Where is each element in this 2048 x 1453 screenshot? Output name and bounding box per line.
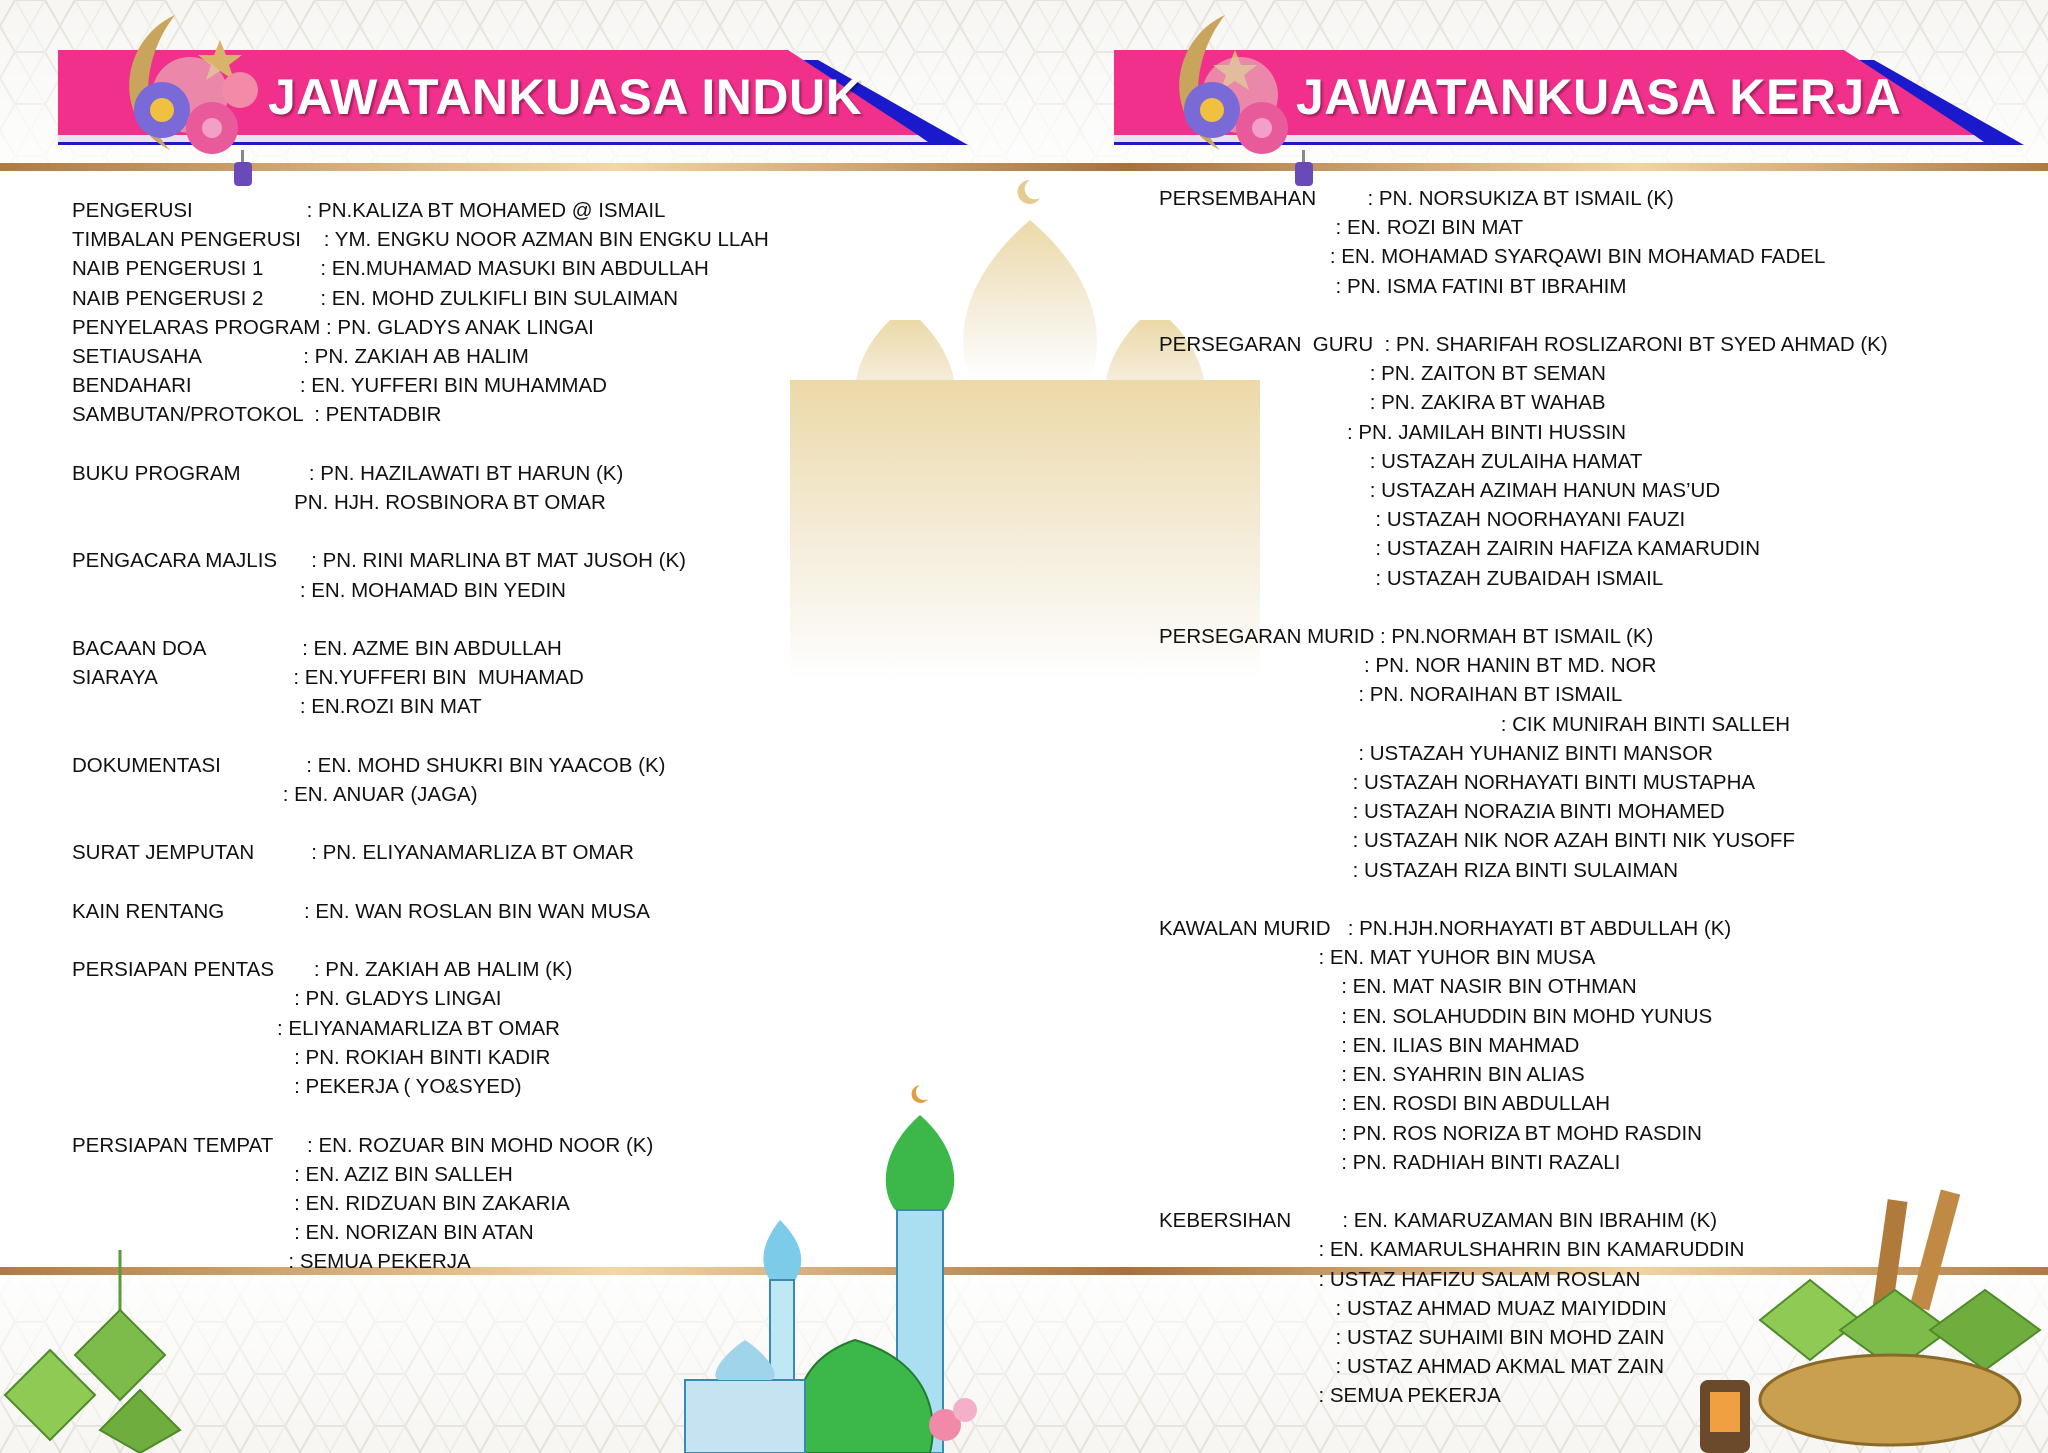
colorful-mosque-decoration — [665, 1080, 1005, 1453]
committee-line: : SEMUA PEKERJA — [72, 1250, 471, 1274]
committee-line: : EN. ROZI BIN MAT — [1159, 216, 1524, 240]
committee-line: : EN. SYAHRIN BIN ALIAS — [1159, 1063, 1585, 1087]
committee-line: : USTAZAH NORHAYATI BINTI MUSTAPHA — [1159, 771, 1756, 795]
committee-line: KAIN RENTANG : EN. WAN ROSLAN BIN WAN MUSA — [72, 899, 650, 923]
committee-line — [72, 868, 769, 897]
committee-line: : SEMUA PEKERJA — [1159, 1384, 1501, 1408]
committee-line: : PN. GLADYS LINGAI — [72, 987, 502, 1011]
committee-line: : USTAZ HAFIZU SALAM ROSLAN — [1159, 1267, 1641, 1291]
committee-line: : CIK MUNIRAH BINTI SALLEH — [1159, 712, 1791, 736]
committee-line: PERSIAPAN PENTAS : PN. ZAKIAH AB HALIM (K) — [72, 958, 573, 982]
committee-line — [72, 809, 769, 838]
committee-line: : PN. NOR HANIN BT MD. NOR — [1159, 654, 1657, 678]
committee-line — [1159, 593, 1888, 622]
committee-line — [72, 605, 769, 634]
committee-line: : USTAZAH ZULAIHA HAMAT — [1159, 449, 1643, 473]
committee-line: : USTAZ AHMAD AKMAL MAT ZAIN — [1159, 1355, 1664, 1379]
committee-line: BUKU PROGRAM : PN. HAZILAWATI BT HARUN (K) — [72, 461, 624, 485]
committee-line: PERSIAPAN TEMPAT : EN. ROZUAR BIN MOHD NOOR (K) — [72, 1133, 654, 1157]
right-crescent-flowers — [1150, 10, 1320, 190]
committee-line: : EN. MOHAMAD SYARQAWI BIN MOHAMAD FADEL — [1159, 245, 1826, 269]
committee-line: DOKUMENTASI : EN. MOHD SHUKRI BIN YAACOB (K) — [72, 753, 666, 777]
committee-line: : PN. ROKIAH BINTI KADIR — [72, 1045, 551, 1069]
committee-line: PENGERUSI : PN.KALIZA BT MOHAMED @ ISMAIL — [72, 199, 666, 222]
committee-line: : PN. RADHIAH BINTI RAZALI — [1159, 1150, 1621, 1174]
committee-line: : USTAZAH AZIMAH HANUN MAS’UD — [1159, 479, 1721, 503]
gold-band-top — [0, 163, 2048, 171]
committee-line: NAIB PENGERUSI 2 : EN. MOHD ZULKIFLI BIN SULAIMAN — [72, 286, 679, 310]
committee-line: : USTAZ SUHAIMI BIN MOHD ZAIN — [1159, 1325, 1665, 1349]
committee-line: : EN. ANUAR (JAGA) — [72, 783, 478, 807]
committee-line — [1159, 885, 1888, 914]
ketupat-left-decoration — [0, 1250, 190, 1453]
committee-line: : EN. MOHAMAD BIN YEDIN — [72, 578, 566, 602]
committee-line: : USTAZAH NOORHAYANI FAUZI — [1159, 508, 1686, 532]
committee-line: SAMBUTAN/PROTOKOL : PENTADBIR — [72, 403, 442, 427]
committee-line: : USTAZAH NORAZIA BINTI MOHAMED — [1159, 800, 1725, 824]
committee-line — [72, 926, 769, 955]
left-crescent-flowers — [100, 10, 270, 190]
committee-line: KEBERSIHAN : EN. KAMARUZAMAN BIN IBRAHIM (K) — [1159, 1209, 1718, 1233]
committee-line: PN. HJH. ROSBINORA BT OMAR — [72, 491, 606, 515]
committee-line: : USTAZAH YUHANIZ BINTI MANSOR — [1159, 741, 1713, 765]
committee-line: : EN. ROSDI BIN ABDULLAH — [1159, 1092, 1611, 1116]
committee-line — [72, 430, 769, 459]
committee-line — [72, 722, 769, 751]
committee-line: : EN. ILIAS BIN MAHMAD — [1159, 1033, 1580, 1057]
committee-line: : EN. NORIZAN BIN ATAN — [72, 1221, 534, 1245]
committee-line: : PN. JAMILAH BINTI HUSSIN — [1159, 420, 1627, 444]
committee-line: : EN. SOLAHUDDIN BIN MOHD YUNUS — [1159, 1004, 1713, 1028]
committee-line: : PN. ZAKIRA BT WAHAB — [1159, 391, 1606, 415]
committee-line: : USTAZAH ZUBAIDAH ISMAIL — [1159, 566, 1664, 590]
committee-line: : PEKERJA ( YO&SYED) — [72, 1075, 522, 1099]
committee-line: BACAAN DOA : EN. AZME BIN ABDULLAH — [72, 637, 562, 661]
committee-line: : PN. ISMA FATINI BT IBRAHIM — [1159, 274, 1627, 298]
committee-line: : ELIYANAMARLIZA BT OMAR — [72, 1016, 560, 1040]
committee-line: KAWALAN MURID : PN.HJH.NORHAYATI BT ABDULLAH (K) — [1159, 917, 1732, 941]
committee-line: : PN. ZAITON BT SEMAN — [1159, 362, 1606, 386]
committee-line: SETIAUSAHA : PN. ZAKIAH AB HALIM — [72, 345, 529, 369]
committee-line: PENGACARA MAJLIS : PN. RINI MARLINA BT MAT JUSOH (K) — [72, 549, 686, 573]
committee-line: SURAT JEMPUTAN : PN. ELIYANAMARLIZA BT OMAR — [72, 841, 634, 865]
committee-line: : PN. NORAIHAN BT ISMAIL — [1159, 683, 1623, 707]
committee-line: PERSEMBAHAN : PN. NORSUKIZA BT ISMAIL (K) — [1159, 187, 1674, 210]
committee-line: TIMBALAN PENGERUSI : YM. ENGKU NOOR AZMAN BIN ENGKU LLAH — [72, 228, 769, 252]
committee-line: NAIB PENGERUSI 1 : EN.MUHAMAD MASUKI BIN ABDULLAH — [72, 257, 709, 281]
committee-line: : EN. MAT YUHOR BIN MUSA — [1159, 946, 1596, 970]
right-banner-title: JAWATANKUASA KERJA — [1296, 69, 1902, 125]
ketupat-basket-decoration — [1700, 1180, 2048, 1453]
committee-line: : EN. MAT NASIR BIN OTHMAN — [1159, 975, 1637, 999]
committee-line: : EN. KAMARULSHAHRIN BIN KAMARUDDIN — [1159, 1238, 1745, 1262]
committee-line: PERSEGARAN GURU : PN. SHARIFAH ROSLIZARONI BT SYED AHMAD (K) — [1159, 333, 1888, 357]
committee-line: : EN.ROZI BIN MAT — [72, 695, 482, 719]
committee-line: : EN. RIDZUAN BIN ZAKARIA — [72, 1191, 570, 1215]
committee-line: SIARAYA : EN.YUFFERI BIN MUHAMAD — [72, 666, 584, 690]
committee-line: BENDAHARI : EN. YUFFERI BIN MUHAMMAD — [72, 374, 607, 398]
left-banner-title: JAWATANKUASA INDUK — [268, 69, 863, 125]
committee-line: : USTAZAH RIZA BINTI SULAIMAN — [1159, 858, 1679, 882]
committee-line: : USTAZAH ZAIRIN HAFIZA KAMARUDIN — [1159, 537, 1761, 561]
committee-line — [1159, 301, 1888, 330]
committee-line: : USTAZ AHMAD MUAZ MAIYIDDIN — [1159, 1296, 1667, 1320]
committee-line: : USTAZAH NIK NOR AZAH BINTI NIK YUSOFF — [1159, 829, 1795, 853]
committee-line: : PN. ROS NORIZA BT MOHD RASDIN — [1159, 1121, 1702, 1145]
committee-line: PERSEGARAN MURID : PN.NORMAH BT ISMAIL (K) — [1159, 625, 1654, 649]
committee-line: : EN. AZIZ BIN SALLEH — [72, 1162, 513, 1186]
committee-line — [72, 517, 769, 546]
committee-line: PENYELARAS PROGRAM : PN. GLADYS ANAK LINGAI — [72, 315, 594, 339]
